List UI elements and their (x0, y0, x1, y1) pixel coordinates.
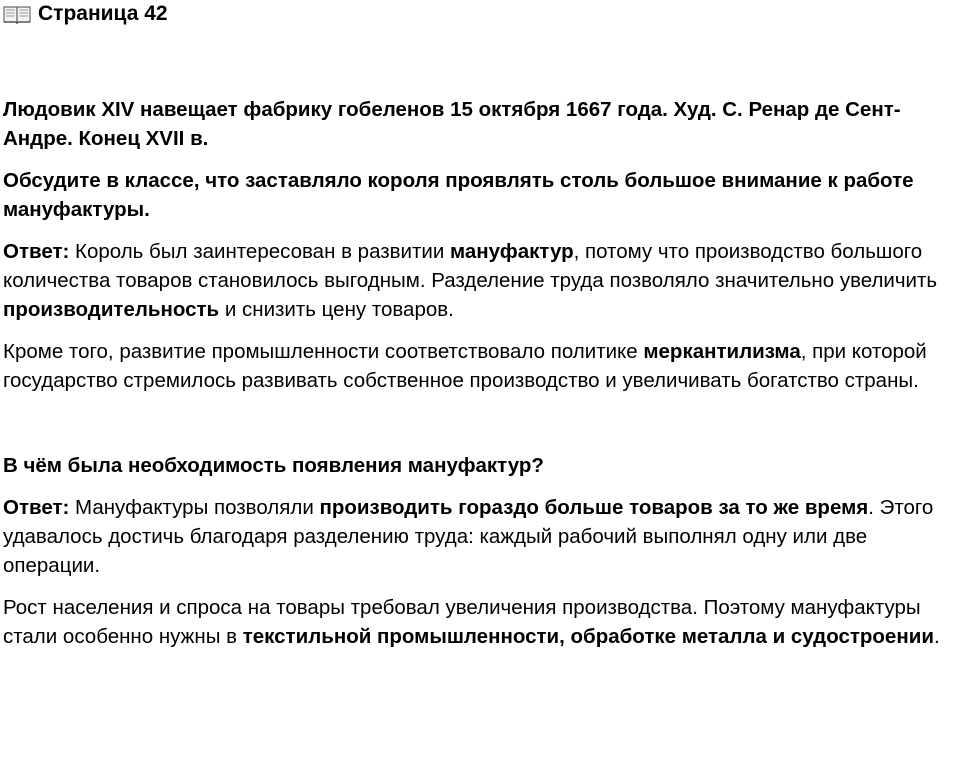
answer-2-paragraph-1: Ответ: Мануфактуры позволяли производить гораздо больше товаров за то же время. Этого удавалось достичь благодаря разделению труда: каждый рабочий выполнял одну или две операции. (3, 496, 934, 577)
page-title: Страница 42 (38, 2, 168, 25)
open-book-icon (3, 4, 31, 24)
question-1: Обсудите в классе, что заставляло короля проявлять столь большое внимание к работе мануфактуры. (3, 169, 914, 221)
answer-label: Ответ: (3, 496, 70, 519)
answer-label: Ответ: (3, 240, 70, 263)
page-heading (3, 0, 961, 28)
answer-1-paragraph-1: Ответ: Король был заинтересован в развитии мануфактур, потому что производство большого количества товаров становилось выгодным. Разделение труда позволяло значительно увеличить производительность и снизить цену товаров. (3, 240, 938, 321)
illustration-caption: Людовик XIV навещает фабрику гобеленов 15 октября 1667 года. Худ. С. Ренар де Сент-Андре. Конец XVII в. (3, 98, 901, 150)
answer-2-paragraph-2: Рост населения и спроса на товары требовал увеличения производства. Поэтому мануфактуры стали особенно нужны в текстильной промышленности, обработке металла и судостроении. (3, 596, 940, 648)
question-2: В чём была необходимость появления мануфактур? (3, 454, 544, 477)
answer-1-paragraph-2: Кроме того, развитие промышленности соответствовало политике меркантилизма, при которой государство стремилось развивать собственное производство и увеличивать богатство страны. (3, 340, 927, 392)
